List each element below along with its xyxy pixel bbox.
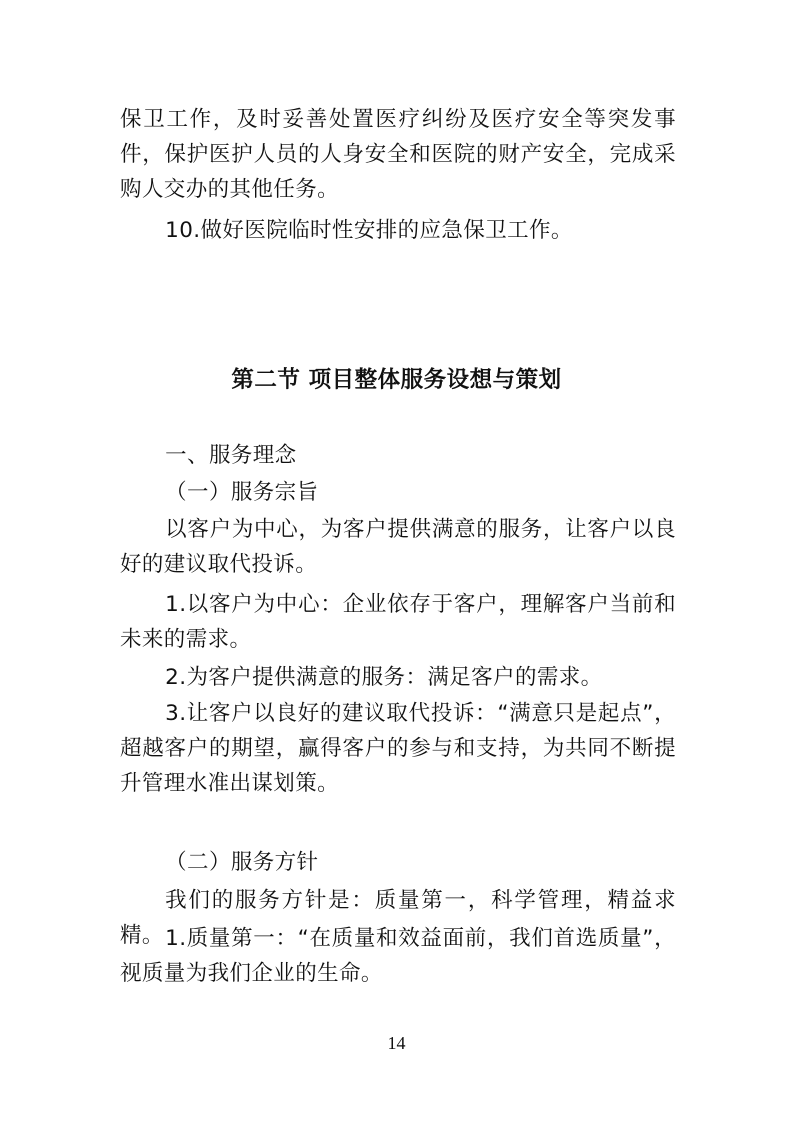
subheading-service-policy: （二）服务方针 xyxy=(165,850,319,875)
page-number: 14 xyxy=(387,1033,406,1053)
subheading-service-concept: 一、服务理念 xyxy=(165,443,297,468)
list-item-10: 10.做好医院临时性安排的应急保卫工作。 xyxy=(165,218,573,243)
policy-paragraph: 我们的服务方针是：质量第一，科学管理，精益求精。 xyxy=(120,888,676,948)
continuation-paragraph: 保卫工作，及时妥善处置医疗纠纷及医疗安全等突发事件，保护医护人员的人身安全和医院的财产安全，完成采购人交办的其他任务。 xyxy=(120,107,676,202)
purpose-item-3: 3.让客户以良好的建议取代投诉：“满意只是起点”，超越客户的期望，赢得客户的参与和支持，为共同不断提升管理水准出谋划策。 xyxy=(120,701,676,796)
subheading-service-purpose: （一）服务宗旨 xyxy=(165,480,319,505)
section-heading: 第二节 项目整体服务设想与策划 xyxy=(231,367,562,393)
purpose-paragraph: 以客户为中心，为客户提供满意的服务，让客户以良好的建议取代投诉。 xyxy=(120,517,676,577)
purpose-item-2: 2.为客户提供满意的服务：满足客户的需求。 xyxy=(165,665,603,690)
purpose-item-1: 1.以客户为中心：企业依存于客户，理解客户当前和未来的需求。 xyxy=(120,592,676,652)
policy-item-1: 1.质量第一：“在质量和效益面前，我们首选质量”，视质量为我们企业的生命。 xyxy=(120,926,676,986)
